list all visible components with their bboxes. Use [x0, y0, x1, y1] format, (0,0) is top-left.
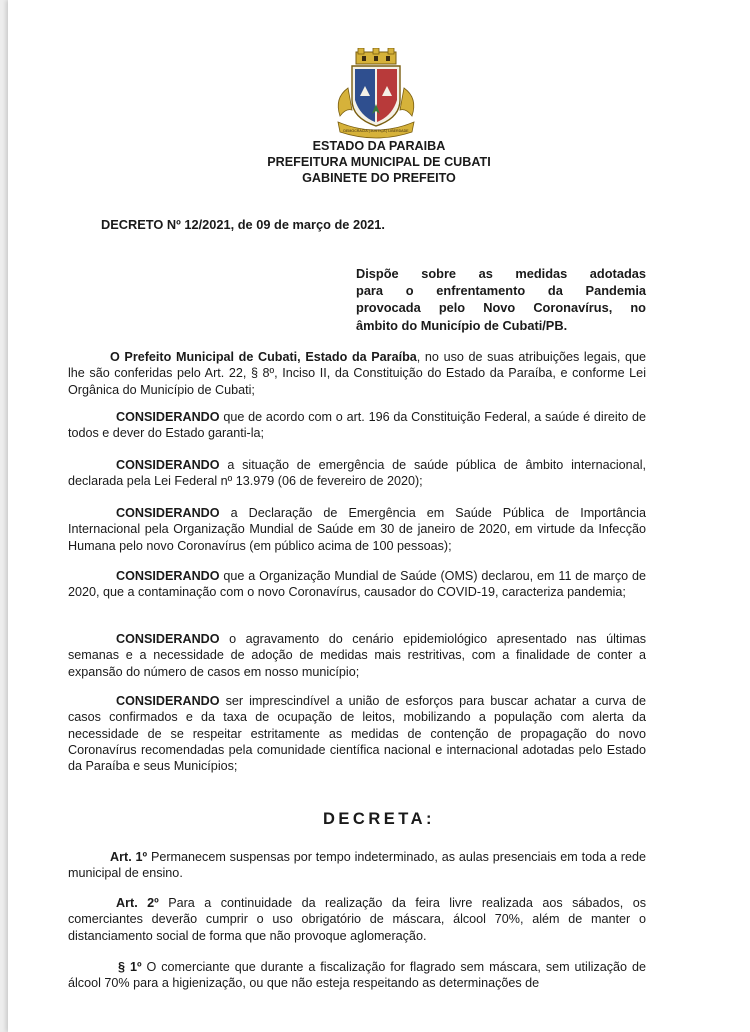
- considerando-text: que a Organização Mundial de Saúde (OMS) declarou, em 11 de março de 2020, que a contaminação com o novo Coronavírus, causador do COVID-19, caracteriza pandemia;: [68, 569, 646, 600]
- decree-title: DECRETO Nº 12/2021, de 09 de março de 2021.: [101, 217, 385, 232]
- summary-line: provocada pelo Novo Coronavírus, no: [356, 300, 646, 316]
- considerando-paragraph: [68, 505, 646, 554]
- article-paragraph: [68, 895, 646, 944]
- considerando-keyword: CONSIDERANDO: [116, 632, 220, 646]
- document-header: [8, 138, 750, 186]
- considerando-keyword: CONSIDERANDO: [116, 569, 220, 583]
- considerando-paragraph: [68, 693, 646, 774]
- article-text: Para a continuidade da realização da feira livre realizada aos sábados, os comerciantes deverão cumprir o uso obrigatório de máscara, álcool 70%, além de manter o distanciamento social de forma que não provoque aglomeração.: [68, 896, 646, 943]
- document-page: [8, 0, 750, 1032]
- crest-motto: DEMOCRACIA | JUSTIÇA | LIBERDADE: [343, 129, 409, 133]
- considerando-paragraph: [68, 457, 646, 490]
- article-label: Art. 1º: [110, 850, 148, 864]
- considerando-keyword: CONSIDERANDO: [116, 694, 220, 708]
- intro-bold: O Prefeito Municipal de Cubati, Estado da Paraíba: [110, 350, 417, 364]
- considerando-keyword: CONSIDERANDO: [116, 458, 220, 472]
- considerando-text: a situação de emergência de saúde pública de âmbito internacional, declarada pela Lei Federal nº 13.979 (06 de fevereiro de 2020);: [68, 458, 646, 489]
- considerando-text: a Declaração de Emergência em Saúde Pública de Importância Internacional pela Organização Mundial de Saúde em 30 de janeiro de 2020, em virtude da Infecção Humana pelo novo Coronavírus (em público acima de 100 pessoas);: [68, 506, 646, 553]
- intro-text: , no uso de suas atribuições legais, que lhe são conferidas pelo Art. 22, § 8º, Inciso II, da Constituição do Estado da Paraíba, e conforme Lei Orgânica do Município de Cubati;: [68, 350, 646, 397]
- considerando-keyword: CONSIDERANDO: [116, 410, 220, 424]
- considerando-paragraph: [68, 568, 646, 601]
- decreta-heading: DECRETA:: [322, 810, 436, 828]
- header-office: GABINETE DO PREFEITO: [302, 171, 456, 185]
- article-label: Art. 2º: [116, 896, 159, 910]
- considerando-text: ser imprescindível a união de esforços para buscar achatar a curva de casos confirmados e da taxa de ocupação de leitos, mobilizando a população com alerta da necessidade de se respeitar estritamente as medidas de contenção de propagação do novo Coronavírus recomendadas pela comunidade científica nacional e internacional adotadas pelo Estado da Paraíba e seus Municípios;: [68, 694, 646, 774]
- summary-line: para o enfrentamento da Pandemia: [356, 283, 646, 299]
- intro-paragraph: [68, 349, 646, 398]
- header-state: ESTADO DA PARAIBA: [312, 139, 446, 153]
- summary-line: Dispõe sobre as medidas adotadas: [356, 266, 646, 281]
- considerando-paragraph: [68, 409, 646, 442]
- summary-line: âmbito do Município de Cubati/PB.: [356, 317, 568, 333]
- considerando-text: o agravamento do cenário epidemiológico apresentado nas últimas semanas e a necessidade de adoção de medidas mais restritivas, com a finalidade de conter a expansão do número de casos em nosso município;: [68, 632, 646, 679]
- section-label: § 1º: [118, 960, 142, 974]
- considerando-keyword: CONSIDERANDO: [116, 506, 220, 520]
- section-text: O comerciante que durante a fiscalização for flagrado sem máscara, sem utilização de álcool 70% para a higienização, ou que não esteja respeitando as determinações de: [68, 960, 646, 991]
- section-paragraph: [68, 959, 646, 992]
- header-prefecture: PREFEITURA MUNICIPAL DE CUBATI: [267, 155, 491, 169]
- municipal-coat-of-arms: [326, 48, 426, 140]
- article-text: Permanecem suspensas por tempo indeterminado, as aulas presenciais em toda a rede municipal de ensino.: [68, 850, 646, 881]
- article-paragraph: [68, 849, 646, 882]
- considerando-paragraph: [68, 631, 646, 680]
- considerando-text: que de acordo com o art. 196 da Constituição Federal, a saúde é direito de todos e dever do Estado garanti-la;: [68, 410, 646, 441]
- decree-summary: [356, 265, 646, 334]
